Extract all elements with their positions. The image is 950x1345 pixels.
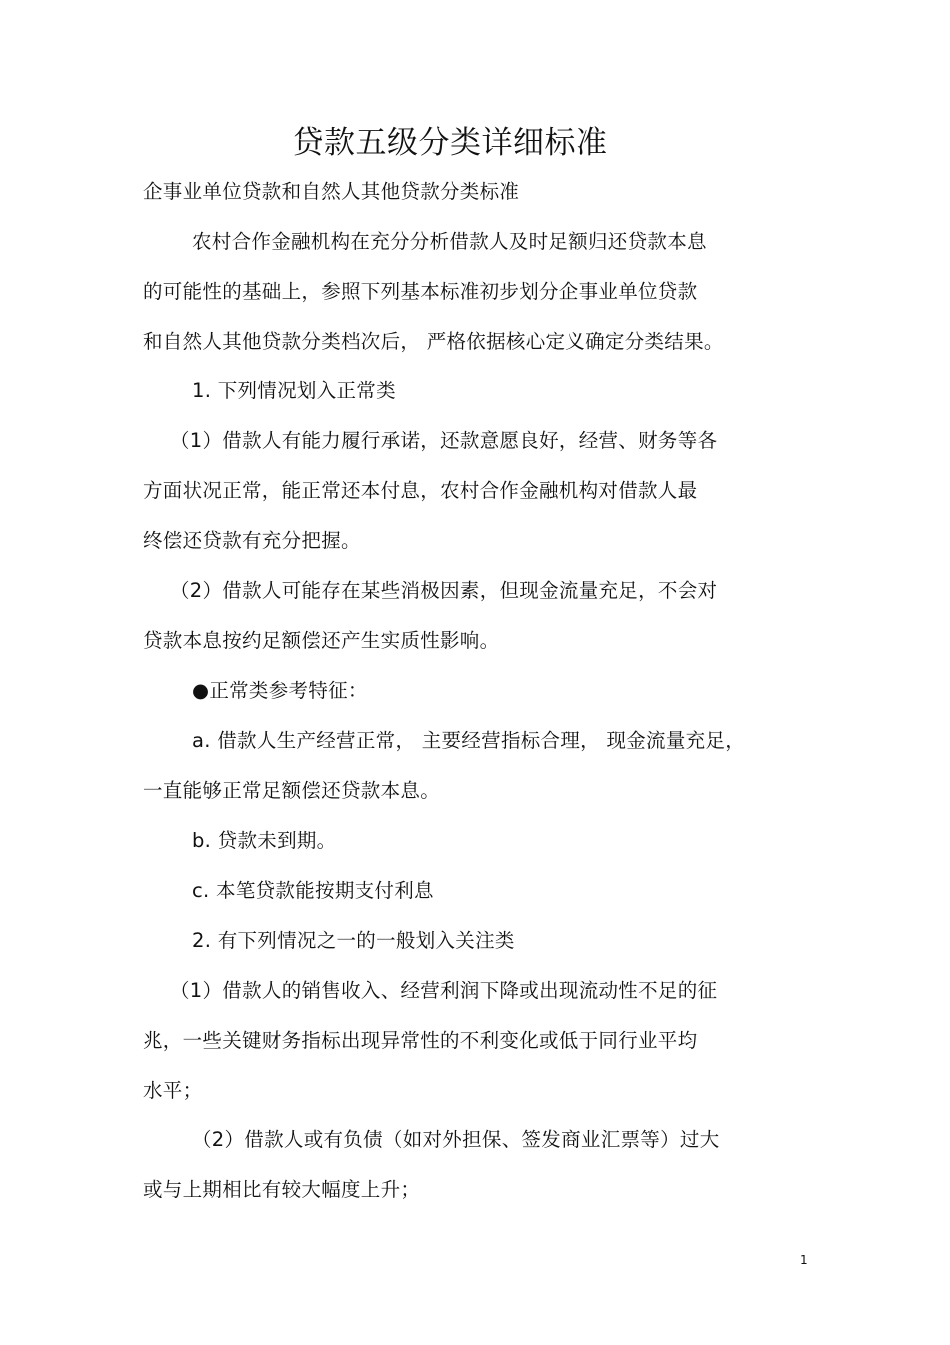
paragraph-line: （1）借款人有能力履行承诺，还款意愿良好，经营、财务等各 <box>170 429 718 452</box>
paragraph-line: c. 本笔贷款能按期支付利息 <box>192 879 434 902</box>
paragraph-line: 贷款本息按约足额偿还产生实质性影响。 <box>143 629 500 652</box>
paragraph-line: 或与上期相比有较大幅度上升； <box>143 1178 421 1201</box>
paragraph-line: a. 借款人生产经营正常， 主要经营指标合理， 现金流量充足， <box>192 729 746 752</box>
paragraph-line: b. 贷款未到期。 <box>192 829 337 852</box>
paragraph-line: 水平； <box>143 1079 203 1102</box>
paragraph-line: 的可能性的基础上，参照下列基本标准初步划分企事业单位贷款 <box>143 280 698 303</box>
section-heading: 企事业单位贷款和自然人其他贷款分类标准 <box>143 180 520 203</box>
paragraph-line: （2）借款人可能存在某些消极因素，但现金流量充足，不会对 <box>170 579 718 602</box>
paragraph-line: 农村合作金融机构在充分分析借款人及时足额归还贷款本息 <box>192 230 707 253</box>
paragraph-line: （1）借款人的销售收入、经营利润下降或出现流动性不足的征 <box>170 979 718 1002</box>
paragraph-line: 方面状况正常，能正常还本付息，农村合作金融机构对借款人最 <box>143 479 698 502</box>
document-title: 贷款五级分类详细标准 <box>292 125 608 161</box>
paragraph-line: 终偿还贷款有充分把握。 <box>143 529 361 552</box>
page-number: 1 <box>800 1253 808 1267</box>
bullet-heading: ●正常类参考特征： <box>192 679 368 702</box>
paragraph-line: 一直能够正常足额偿还贷款本息。 <box>143 779 441 802</box>
paragraph-line: 和自然人其他贷款分类档次后， 严格依据核心定义确定分类结果。 <box>143 330 724 353</box>
paragraph-line: 兆，一些关键财务指标出现异常性的不利变化或低于同行业平均 <box>143 1029 698 1052</box>
paragraph-line: （2）借款人或有负债（如对外担保、签发商业汇票等）过大 <box>192 1128 720 1151</box>
list-heading: 2. 有下列情况之一的一般划入关注类 <box>192 929 515 952</box>
list-heading: 1. 下列情况划入正常类 <box>192 379 396 402</box>
